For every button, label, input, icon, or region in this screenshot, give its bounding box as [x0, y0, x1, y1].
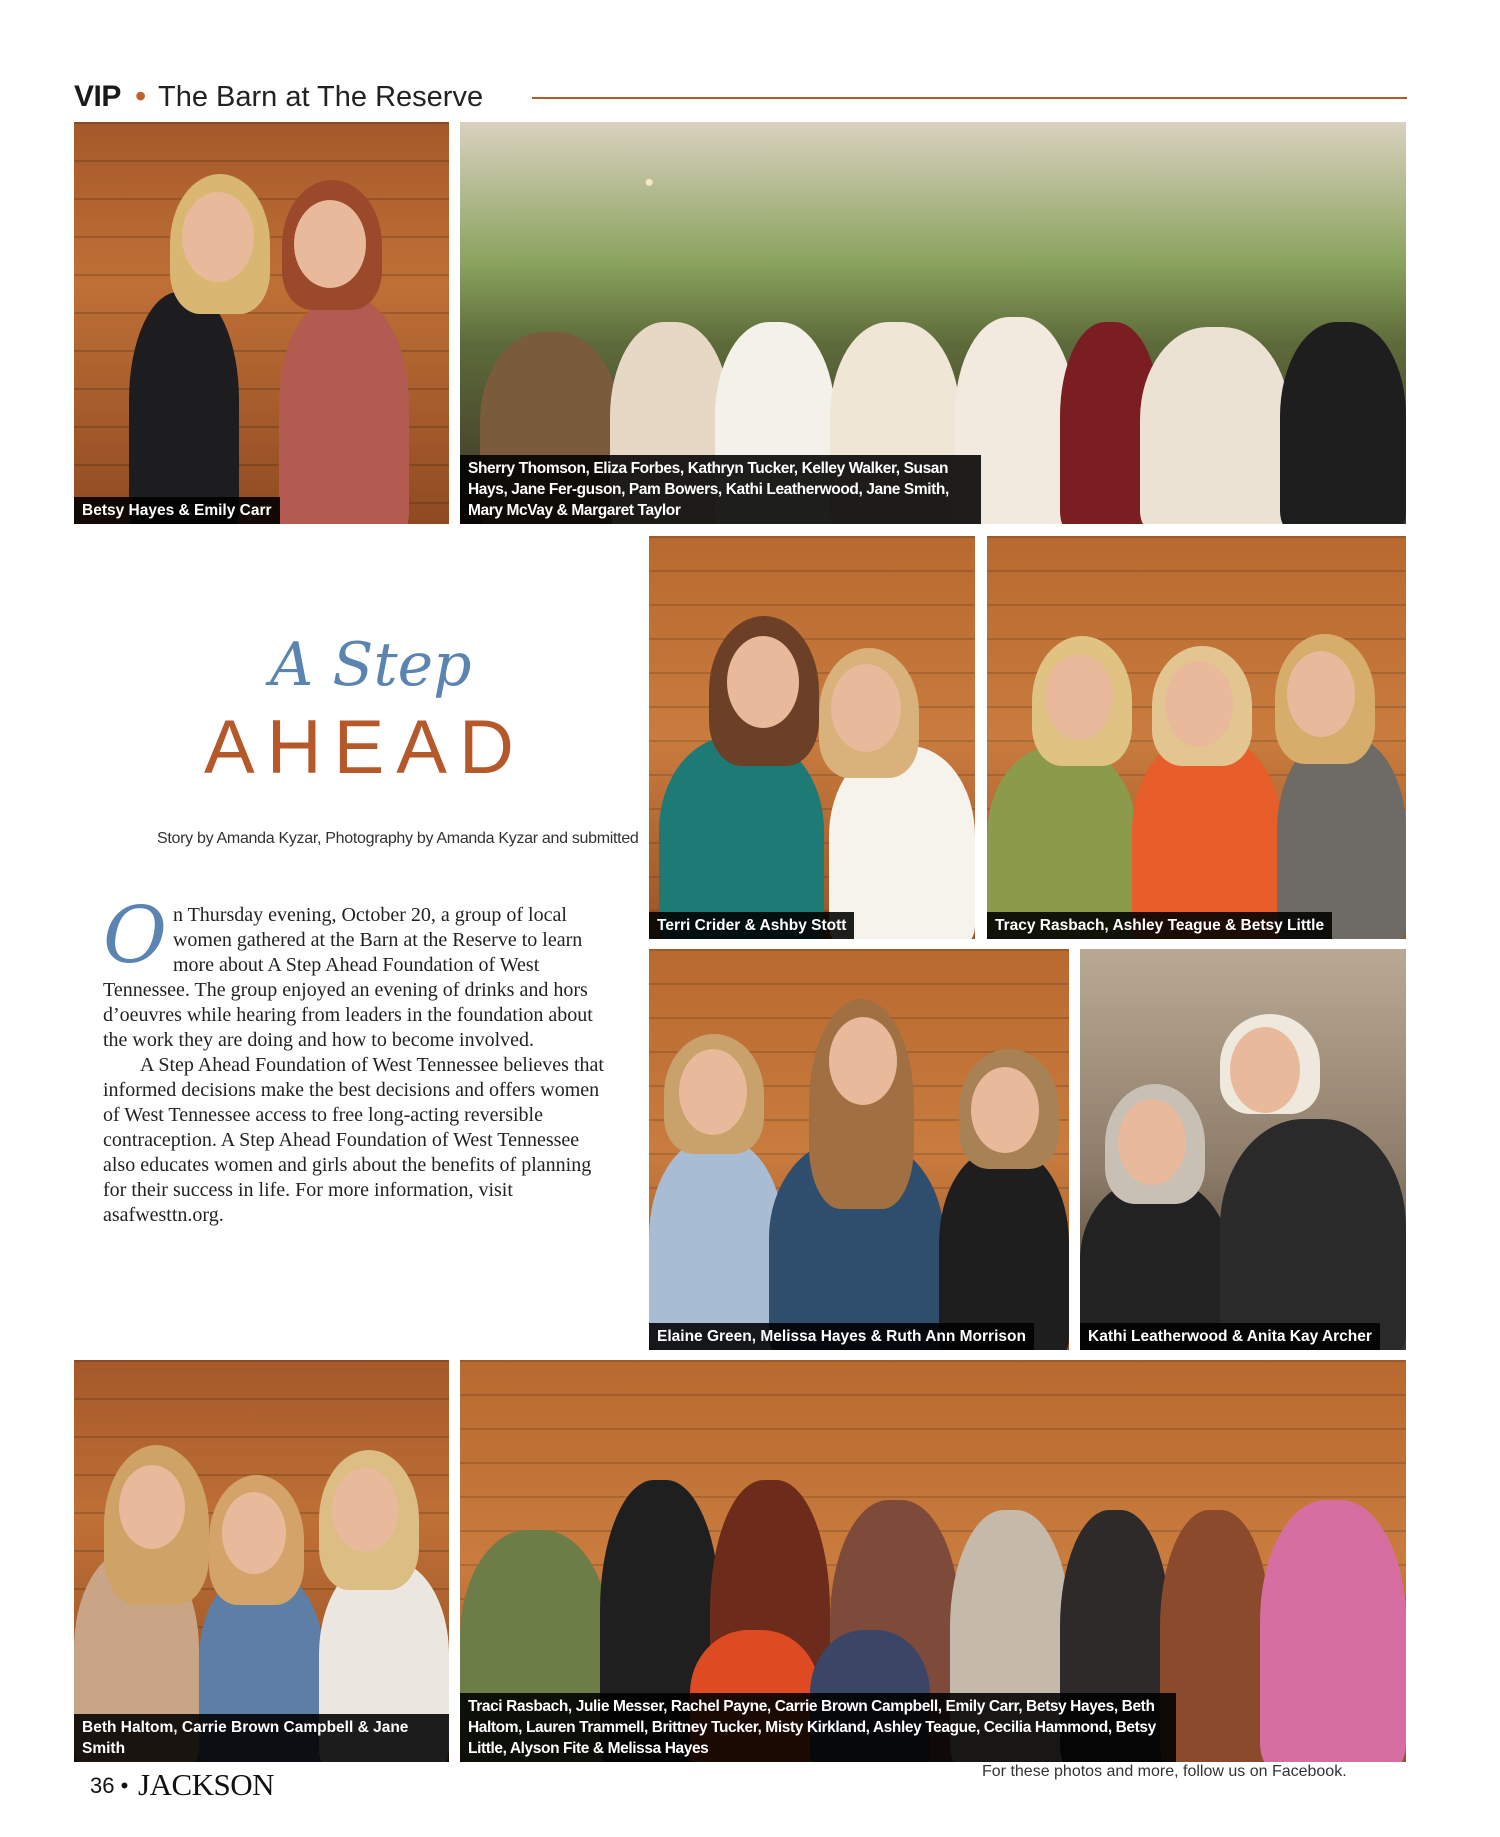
header-rule	[532, 97, 1407, 99]
photo-caption: Elaine Green, Melissa Hayes & Ruth Ann Morrison	[649, 1323, 1034, 1350]
face-shape	[831, 664, 901, 752]
face-shape	[1287, 651, 1355, 737]
photo-caption: Beth Haltom, Carrie Brown Campbell & Jane Smith	[74, 1714, 449, 1762]
drop-cap: O	[103, 891, 167, 981]
face-shape	[1045, 654, 1113, 740]
face-shape	[829, 1017, 897, 1105]
person-figure	[1260, 1500, 1406, 1762]
byline: Story by Amanda Kyzar, Photography by Amanda Kyzar and submitted	[157, 830, 639, 847]
person-figure	[129, 292, 239, 524]
person-figure	[1140, 327, 1290, 524]
face-shape	[727, 636, 799, 728]
header-separator: •	[135, 78, 147, 114]
face-shape	[971, 1067, 1039, 1153]
face-shape	[1118, 1099, 1186, 1185]
photo-caption: Sherry Thomson, Eliza Forbes, Kathryn Tucker, Kelley Walker, Susan Hays, Jane Fer-guson, Pam Bowers, Kathi Leatherwood, Jane Smith, Mary McVay & Margaret Taylor	[460, 455, 981, 524]
face-shape	[1230, 1027, 1300, 1113]
photo-terri-ashby	[649, 536, 975, 939]
photo-tracy-ashley-betsy	[987, 536, 1406, 939]
section-label: VIP	[74, 80, 121, 113]
paragraph-2: A Step Ahead Foundation of West Tennessee believes that informed decisions make the best decisions and offers women of West Tennessee access to free long-acting reversible contraception. A Step Ahead Foundation of West Tennessee also educates women and girls about the benefits of planning for their success in life. For more information, visit asafwesttn.org.	[103, 1054, 604, 1226]
photo-group-indoor	[460, 1360, 1406, 1762]
person-figure	[1160, 1510, 1270, 1762]
face-shape	[222, 1492, 286, 1574]
photo-caption: Terri Crider & Ashby Stott	[649, 912, 854, 939]
face-shape	[182, 192, 254, 282]
photo-group-outdoor	[460, 122, 1406, 524]
photo-kathi-anita	[1080, 949, 1406, 1350]
face-shape	[294, 200, 366, 288]
article-title-line2: AHEAD	[204, 705, 526, 790]
photo-beth-carrie-jane	[74, 1360, 449, 1762]
person-figure	[939, 1149, 1069, 1350]
person-figure	[987, 746, 1137, 939]
person-figure	[1132, 736, 1282, 939]
photo-elaine-melissa-ruth	[649, 949, 1069, 1350]
magazine-logo: JACKSON	[138, 1767, 275, 1802]
face-shape	[119, 1465, 185, 1549]
face-shape	[1165, 661, 1233, 747]
page-number-value: 36	[90, 1773, 115, 1798]
photo-caption: Betsy Hayes & Emily Carr	[74, 497, 280, 524]
person-figure	[1220, 1119, 1406, 1350]
article-body	[103, 891, 608, 1228]
face-shape	[332, 1468, 398, 1552]
face-shape	[679, 1049, 747, 1135]
person-figure	[1280, 322, 1406, 524]
person-figure	[659, 736, 824, 939]
photo-caption: Kathi Leatherwood & Anita Kay Archer	[1080, 1323, 1380, 1350]
venue-title: The Barn at The Reserve	[158, 81, 484, 113]
article-title-line1: A Step	[270, 630, 472, 700]
person-figure	[649, 1139, 784, 1350]
photo-caption: Traci Rasbach, Julie Messer, Rachel Payne, Carrie Brown Campbell, Emily Carr, Betsy Hayes, Beth Haltom, Lauren Trammell, Brittney Tucker, Misty Kirkland, Ashley Teague, Cecilia Hammond, Betsy Little, Alyson Fite & Melissa Hayes	[460, 1693, 1176, 1762]
facebook-note: For these photos and more, follow us on Facebook.	[982, 1763, 1347, 1780]
person-figure	[1277, 736, 1406, 939]
photo-caption: Tracy Rasbach, Ashley Teague & Betsy Little	[987, 912, 1332, 939]
person-figure	[279, 297, 409, 524]
paragraph-1: n Thursday evening, October 20, a group of local women gathered at the Barn at the Reserve to learn more about A Step Ahead Foundation of West Tennessee. The group enjoyed an evening of drinks and hors d’oeuvres while hearing from leaders in the foundation about the work they are doing and how to become involved.	[103, 904, 593, 1051]
folio-bullet: •	[120, 1773, 129, 1798]
photo-betsy-emily	[74, 122, 449, 524]
page-number	[90, 1773, 128, 1799]
